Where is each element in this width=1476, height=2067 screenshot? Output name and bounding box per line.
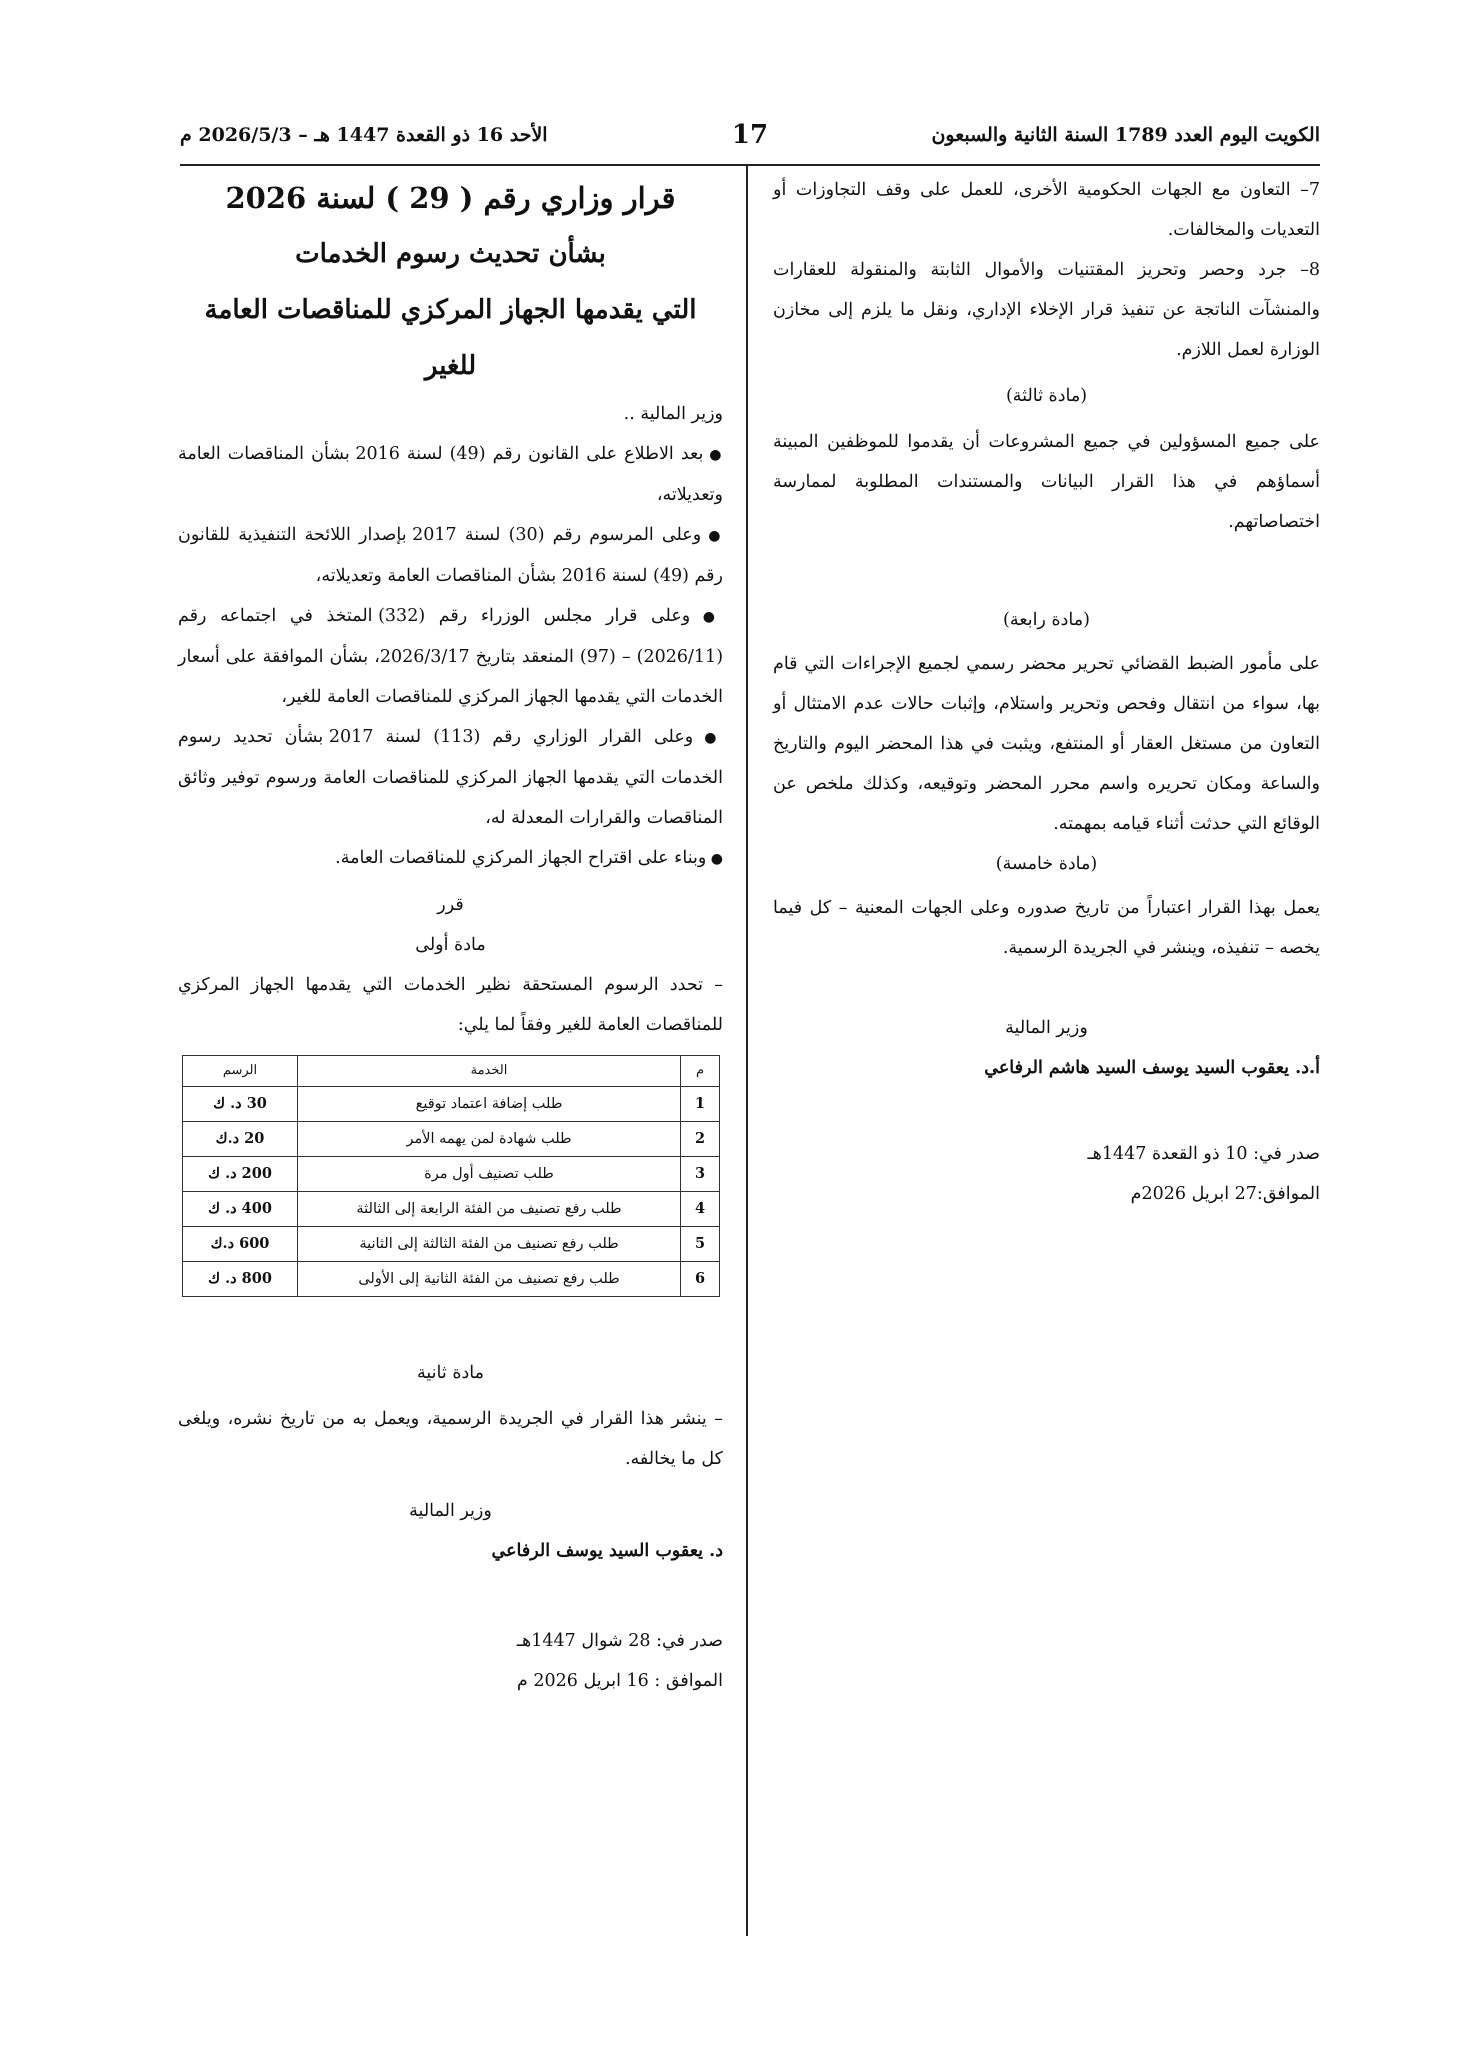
row-number: 3 bbox=[681, 1157, 720, 1192]
table-row bbox=[183, 1122, 720, 1157]
row-fee: 600 د.ك bbox=[183, 1227, 298, 1262]
minister-title: وزير المالية bbox=[1005, 1018, 1088, 1038]
header-rule bbox=[180, 164, 1320, 166]
issued-date: صدر في: 10 ذو القعدة 1447هـ bbox=[1087, 1144, 1320, 1164]
table-row bbox=[183, 1157, 720, 1192]
row-fee: 800 د. ك bbox=[183, 1262, 298, 1297]
decision-title: قرار وزاري رقم ( 29 ) لسنة 2026 bbox=[225, 181, 676, 215]
table-header-row bbox=[183, 1056, 720, 1087]
decision-subject-line-2: التي يقدمها الجهاز المركزي للمناقصات العامة للغير bbox=[204, 295, 697, 381]
recital: ● وعلى قرار مجلس الوزراء رقم (332) المتخذ في اجتماعه رقم (2026/11) – (97) المنعقد بتاريخ 2026/3/17، بشأن الموافقة على أسعار الخدمات التي يقدمها الجهاز المركزي للمناقصات العامة للغير، bbox=[178, 596, 723, 717]
page-header bbox=[180, 120, 1320, 160]
recital: ● بعد الاطلاع على القانون رقم (49) لسنة 2016 بشأن المناقصات العامة وتعديلاته، bbox=[178, 434, 723, 515]
issue-info: الكويت اليوم العدد 1789 السنة الثانية والسبعون bbox=[931, 124, 1320, 146]
column-header-service: الخدمة bbox=[298, 1056, 681, 1087]
table-row bbox=[183, 1087, 720, 1122]
article-3-text: على جميع المسؤولين في جميع المشروعات أن يقدموا للموظفين المبينة أسماؤهم في هذا القرار البيانات والمستندات المطلوبة لممارسة اختصاصاتهم. bbox=[773, 432, 1320, 532]
row-number: 1 bbox=[681, 1087, 720, 1122]
column-divider bbox=[746, 166, 748, 1936]
table-row bbox=[183, 1192, 720, 1227]
row-number: 5 bbox=[681, 1227, 720, 1262]
row-service: طلب تصنيف أول مرة bbox=[298, 1157, 681, 1192]
row-fee: 20 د.ك bbox=[183, 1122, 298, 1157]
minister-name: د. يعقوب السيد يوسف الرفاعي bbox=[491, 1541, 723, 1561]
row-service: طلب شهادة لمن يهمه الأمر bbox=[298, 1122, 681, 1157]
item-7: 7– التعاون مع الجهات الحكومية الأخرى، للعمل على وقف التجاوزات أو التعديات والمخالفات. bbox=[773, 180, 1320, 240]
article-4-text: على مأمور الضبط القضائي تحرير محضر رسمي لجميع الإجراءات التي قام بها، سواء من انتقال وفحص وتحرير واستلام، وإثبات حالات عدم الامتثال أو التعاون من مستغل العقار أو المنتفع، ويثبت في هذا المحضر اليوم والتاريخ والساعة ومكان تحريره واسم محرر المحضر وتوقيعه، وكذلك ملخص عن الوقائع التي حدثت أثناء قيامه بمهمته. bbox=[773, 654, 1320, 834]
article-2-heading: مادة ثانية bbox=[417, 1363, 484, 1383]
column-header-number: م bbox=[681, 1056, 720, 1087]
article-3-heading: (مادة ثالثة) bbox=[1005, 386, 1088, 406]
row-fee: 400 د. ك bbox=[183, 1192, 298, 1227]
left-column bbox=[178, 170, 723, 1701]
recital: ● وعلى القرار الوزاري رقم (113) لسنة 2017 بشأن تحديد رسوم الخدمات التي يقدمها الجهاز المركزي للمناقصات العامة ورسوم توفير وثائق المناقصات والقرارات المعدلة له، bbox=[178, 717, 723, 838]
decision-subject-line-1: بشأن تحديث رسوم الخدمات bbox=[295, 239, 606, 269]
corresponding-date: الموافق:27 ابريل 2026م bbox=[1130, 1184, 1320, 1204]
minister-title: وزير المالية bbox=[409, 1501, 492, 1521]
issued-date: صدر في: 28 شوال 1447هـ bbox=[516, 1631, 723, 1651]
row-service: طلب رفع تصنيف من الفئة الرابعة إلى الثالثة bbox=[298, 1192, 681, 1227]
article-2-text: – ينشر هذا القرار في الجريدة الرسمية، ويعمل به من تاريخ نشره، ويلغى كل ما يخالفه. bbox=[178, 1409, 723, 1469]
recital: ● وبناء على اقتراح الجهاز المركزي للمناقصات العامة. bbox=[178, 838, 723, 879]
recital: ● وعلى المرسوم رقم (30) لسنة 2017 بإصدار اللائحة التنفيذية للقانون رقم (49) لسنة 2016 بشأن المناقصات العامة وتعديلاته، bbox=[178, 515, 723, 596]
row-number: 2 bbox=[681, 1122, 720, 1157]
article-5-heading: (مادة خامسة) bbox=[995, 854, 1098, 874]
article-5-text: يعمل بهذا القرار اعتباراً من تاريخ صدوره وعلى الجهات المعنية – كل فيما يخصه – تنفيذه، وينشر في الجريدة الرسمية. bbox=[773, 898, 1320, 958]
right-column bbox=[773, 170, 1320, 1214]
corresponding-date: الموافق : 16 ابريل 2026 م bbox=[516, 1671, 723, 1691]
row-number: 4 bbox=[681, 1192, 720, 1227]
issue-date: الأحد 16 ذو القعدة 1447 هـ – 2026/5/3 م bbox=[180, 124, 548, 146]
row-service: طلب إضافة اعتماد توقيع bbox=[298, 1087, 681, 1122]
decided-label: قرر bbox=[437, 895, 464, 915]
table-row bbox=[183, 1227, 720, 1262]
page-number: 17 bbox=[731, 120, 769, 150]
article-1-text: – تحدد الرسوم المستحقة نظير الخدمات التي يقدمها الجهاز المركزي للمناقصات العامة للغير وفقاً لما يلي: bbox=[178, 975, 723, 1035]
row-fee: 200 د. ك bbox=[183, 1157, 298, 1192]
row-number: 6 bbox=[681, 1262, 720, 1297]
minister-name: أ.د. يعقوب السيد يوسف السيد هاشم الرفاعي bbox=[984, 1058, 1320, 1078]
row-service: طلب رفع تصنيف من الفئة الثالثة إلى الثانية bbox=[298, 1227, 681, 1262]
row-fee: 30 د. ك bbox=[183, 1087, 298, 1122]
intro-minister: وزير المالية .. bbox=[623, 404, 723, 424]
table-row bbox=[183, 1262, 720, 1297]
row-service: طلب رفع تصنيف من الفئة الثانية إلى الأولى bbox=[298, 1262, 681, 1297]
column-header-fee: الرسم bbox=[183, 1056, 298, 1087]
fees-table bbox=[182, 1055, 720, 1297]
item-8: 8– جرد وحصر وتحريز المقتنيات والأموال الثابتة والمنقولة للعقارات والمنشآت الناتجة عن تنفيذ قرار الإخلاء الإداري، ونقل ما يلزم إلى مخازن الوزارة لعمل اللازم. bbox=[773, 260, 1320, 360]
article-1-heading: مادة أولى bbox=[415, 935, 486, 955]
article-4-heading: (مادة رابعة) bbox=[1003, 610, 1090, 630]
